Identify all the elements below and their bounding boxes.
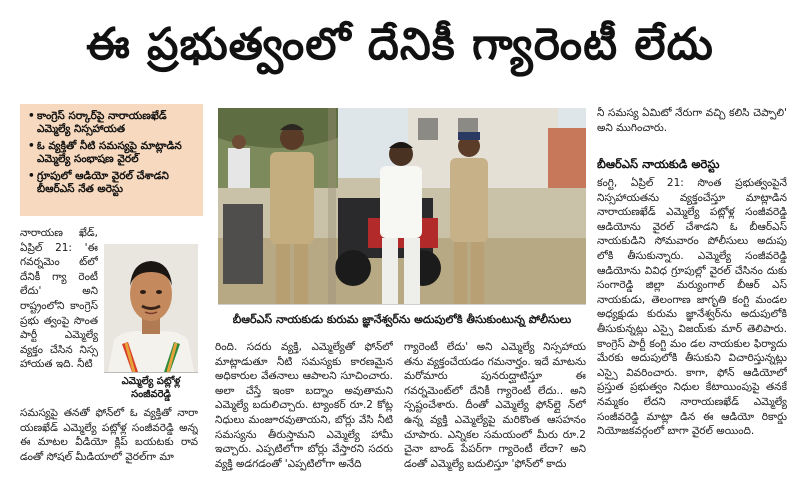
article-text: సమస్యపై తనతో ఫోన్‌లో ఓ వ్యక్తితో నారా యణఖేడ్ ఎమ్మెల్యే పట్లోళ్ల సంజీవరెడ్డి అన్న ఈ మాటల వీడియో క్లిప్ బయటకు రావ డంతో సోషల్ మీడియాలో వైరల్‌గా మా <box>20 407 198 463</box>
portrait-caption-line: ఎమ్మెల్యే పట్లోళ్ల <box>121 376 181 387</box>
article-column-1-top <box>20 226 98 406</box>
mla-portrait <box>104 244 198 372</box>
portrait-caption-line: సంజీవరెడ్డి <box>131 389 171 400</box>
photo-caption: బీఆర్ఎస్ నాయకుడు కురుమ జ్ఞానేశ్వర్‌ను అదుపులోకి తీసుకుంటున్న పోలీసులు <box>218 304 586 335</box>
article-text: నీ సమస్య ఏమిటో నేరుగా వచ్చి కలిసి చెప్పాలి' అని ముగించారు. <box>597 107 787 134</box>
headline: ఈ ప్రభుత్వంలో దేనికీ గ్యారెంటీ లేదు <box>86 19 714 70</box>
article-text: నారాయణ ఖేడ్, ఏప్రిల్ 21: 'ఈ గవర్నమెం ట్‌లో దేనికీ గ్యా రెంటీ లేదు' అని రాష్ట్రంలోని కాంగ్రెస్ ప్రభు త్వంపై సొంత పార్టీ ఎమ్మెల్యే వ్యక్తం చేసిన నిస్స హాయత ఇది. నీటి <box>20 227 98 371</box>
highlight-item: • కాంగ్రెస్ సర్కార్‌పై నారాయణఖేడ్ ఎమ్మెల్యే నిస్సహాయత <box>28 110 197 136</box>
highlight-item: • ఓ వ్యక్తితో నీటి సమస్యపై మాట్లాడిన ఎమ్మెల్యే సంభాషణ వైరల్ <box>28 140 197 166</box>
article-text: కంగ్టి, ఏప్రిల్ 21: సొంత ప్రభుత్వంపైనే నిస్సహాయతను వ్యక్తంచేస్తూ మాట్లాడిన నారాయణఖేడ్ ఎమ్మెల్యే పట్లోళ్ల సంజీవరెడ్డి ఆడియోను వైరల్ చేశాడని ఓ బీఆర్ఎస్ నాయకుడిని సోమవారం పోలీసులు అదుపు లోకి తీసుకున్నారు. ఎమ్మెల్యే సంజీవరెడ్డి ఆడియోను వివిధ గ్రూపుల్లో వైరల్ చేసినం దుకు సంగారెడ్డి జిల్లా మర్యుంగాల్ బీఆర్ ఎస్ నాయకుడు, తెలంగాణ జాగృతి కంగ్టి మండల అధ్యక్షుడు కురుమ జ్ఞానేశ్వర్‌ను అదుపులోకి తీసుకున్నట్లు ఎస్సై విజయ్‌కు మార్ తెలిపారు. కాంగ్రెస్ పార్టీ కంగ్టి మం డల నాయకుల ఫిర్యాదు మేరకు అదుపులోకి తీసుకుని విచారిస్తున్నట్లు ఎస్సై వివరించారు. కాగా, ఫోన్ ఆడియోలో ప్రస్తుత ప్రభుత్వం నిధుల కేటాయింపుపై తనకే నమ్మకం లేదని నారాయణఖేడ్ ఎమ్మెల్యే సంజీవరెడ్డి మాట్లా డిన ఈ ఆడియో రికార్డు నియోజకవర్గంలో బాగా వైరల్ అయింది. <box>597 177 787 438</box>
article-column-3 <box>404 340 586 488</box>
article-column-4-top <box>597 106 787 150</box>
article-column-4-body <box>597 176 787 488</box>
highlights-box <box>20 104 203 216</box>
highlight-item: • గ్రూపులో ఆడియో వైరల్ చేశాడని బీఆర్ఎస్ నేత అరెస్టు <box>28 170 197 196</box>
police-arrest-photo <box>218 108 586 304</box>
article-text: రింది. సదరు వ్యక్తి, ఎమ్మెల్యేతో ఫోన్‌లో మాట్లాడుతూ నీటి సమస్యకు కారణమైన అధికారుల వేతనాలు ఆపాలని సూచించారు. అలా చేస్తే ఇంకా బద్నాం అవుతామని ఎమ్మెల్యే బదులిచ్చారు. ట్యాంకర్ రూ.2 కోట్ల నిధులు మంజూరవుతాయని, బోర్లు వేసి నీటి సమస్యను తీరుస్తామని ఎమ్మెల్యే హామీ ఇచ్చారు. ఎప్పటిలోగా బోర్లు వేస్తారని సదరు వ్యక్తి అడగడంతో 'ఎప్పటిలోగా అనేది <box>215 341 393 470</box>
subheading: బీఆర్ఎస్ నాయకుడి అరెస్టు <box>597 157 720 171</box>
article-text: గ్యారెంటీ లేదు' అని ఎమ్మెల్యే నిస్సహాయ తను వ్యక్తంచేయడం గమనార్హం. ఇదే మాటను మరోమారు పునరుద్ఘాటిస్తూ ఈ గవర్నమెంట్‌లో దేనికీ గ్యారెంటీ లేదు.. అని స్పష్టంచేశారు. దీంతో ఎమ్మెల్యే ఫోన్‌ల్లై న్‌లో ఉన్న వ్యక్తి ఎమ్మెల్యేపై మరికొంత ఆసహనం చూపారు. ఎన్నికల సమయంలో మీరు రూ.2 చైనా బాండ్ పేపర్‌గా గ్యారెంటీ లేదా? అని డంతో ఎమ్మెల్యే బదులిస్తూ 'ఫోన్‌లో కాదు <box>404 341 586 470</box>
news-photo <box>218 108 586 304</box>
article-column-1-bottom <box>20 406 198 486</box>
article-column-2 <box>215 340 393 488</box>
portrait-caption <box>104 372 198 402</box>
mla-photo-image <box>104 244 198 372</box>
